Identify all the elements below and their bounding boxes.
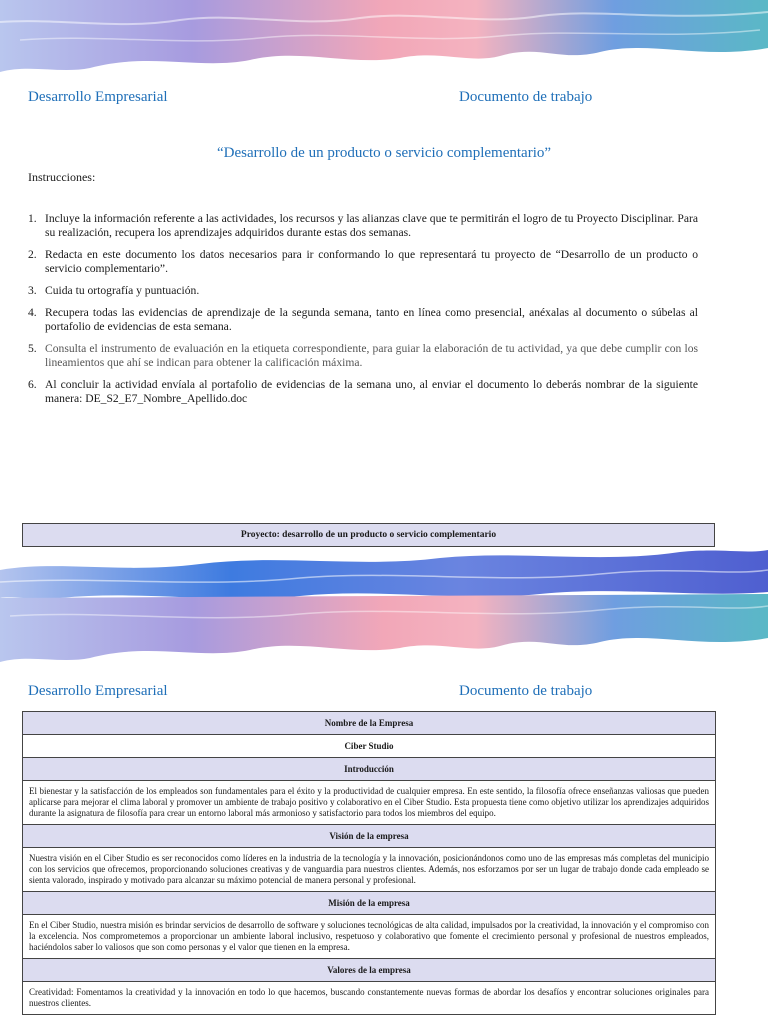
page2-header-subject: Desarrollo Empresarial bbox=[28, 683, 168, 699]
instructions-label: Instrucciones: bbox=[28, 170, 96, 184]
mission-label: Misión de la empresa bbox=[23, 892, 716, 915]
company-info-table bbox=[22, 711, 716, 1015]
vision-text: Nuestra visión en el Ciber Studio es ser reconocidos como líderes en la industria de la tecnología y la innovación, posicionándonos como uno de las empresas más completas del municipio con los servicios que ofrecemos, proporcionando soluciones creativas y de vanguardia para nuestros clientes. Además, nos esforzamos por ser un lugar de trabajo donde cada empleado se sienta valorado, inspirado y motivado para alcanzar su máximo potencial de manera personal y profesional. bbox=[23, 848, 716, 892]
instruction-item: 5. Consulta el instrumento de evaluación en la etiqueta correspondiente, para guiar la elaboración de tu actividad, ya que debe cumplir con los lineamientos que ahí se indican para obtener la calificación máxima. bbox=[28, 342, 698, 369]
vision-label: Visión de la empresa bbox=[23, 825, 716, 848]
company-name: Ciber Studio bbox=[23, 735, 716, 758]
company-name-label: Nombre de la Empresa bbox=[23, 712, 716, 735]
project-title-box: Proyecto: desarrollo de un producto o servicio complementario bbox=[22, 523, 715, 547]
page2-header-doc-type: Documento de trabajo bbox=[459, 683, 593, 699]
header-subject: Desarrollo Empresarial bbox=[28, 89, 168, 105]
instruction-item: 4. Recupera todas las evidencias de aprendizaje de la segunda semana, tanto en línea como presencial, anéxalas al documento o súbelas al portafolio de evidencias de esta semana. bbox=[28, 306, 698, 333]
instruction-item: 3. Cuida tu ortografía y puntuación. bbox=[28, 284, 200, 297]
document-title: “Desarrollo de un producto o servicio complementario” bbox=[216, 145, 552, 161]
instruction-item: 2. Redacta en este documento los datos necesarios para ir conformando lo que representará tu proyecto de “Desarrollo de un producto o servicio complementario”. bbox=[28, 248, 698, 275]
instruction-item: 1. Incluye la información referente a las actividades, los recursos y las alianzas clave que te permitirán el logro de tu Proyecto Disciplinar. Para su realización, recupera los aprendizajes adquiridos durante estas dos semanas. bbox=[28, 212, 698, 239]
instruction-item: 6. Al concluir la actividad envíala al portafolio de evidencias de la semana uno, al enviar el documento lo deberás nombrar de la siguiente manera: DE_S2_E7_Nombre_Apellido.doc bbox=[28, 378, 698, 405]
header-doc-type: Documento de trabajo bbox=[459, 89, 593, 105]
mission-text: En el Ciber Studio, nuestra misión es brindar servicios de desarrollo de software y soluciones tecnológicas de alta calidad, impulsados por la creatividad, la innovación y el compromiso con la excelencia. Nos comprometemos a proporcionar un ambiente laboral inclusivo, respetuoso y colaborativo que fomente el crecimiento personal y profesional de nuestros empleados, haciéndolos saber lo valiosos que son como personas y el valor que tienen en la empresa. bbox=[23, 915, 716, 959]
brush-banner-top bbox=[0, 0, 768, 78]
brush-banner-page2 bbox=[0, 546, 768, 670]
instructions-list bbox=[28, 212, 698, 414]
intro-label: Introducción bbox=[23, 758, 716, 781]
values-label: Valores de la empresa bbox=[23, 959, 716, 982]
values-text: Creatividad: Fomentamos la creatividad y la innovación en todo lo que hacemos, buscando constantemente nuevas formas de abordar los desafíos y encontrar soluciones originales para nuestros clientes. bbox=[23, 982, 716, 1015]
intro-text: El bienestar y la satisfacción de los empleados son fundamentales para el éxito y la productividad de cualquier empresa. En este sentido, la filosofía ofrece enseñanzas valiosas que pueden aplicarse para mejorar el clima laboral y promover un ambiente de trabajo positivo y colaborativo en el Ciber Studio. Esta propuesta tiene como objetivo utilizar los aprendizajes adquiridos durante la asignatura de filosofía para crear un entorno laboral más armonioso y satisfactorio para todos los miembros del equipo. bbox=[23, 781, 716, 825]
